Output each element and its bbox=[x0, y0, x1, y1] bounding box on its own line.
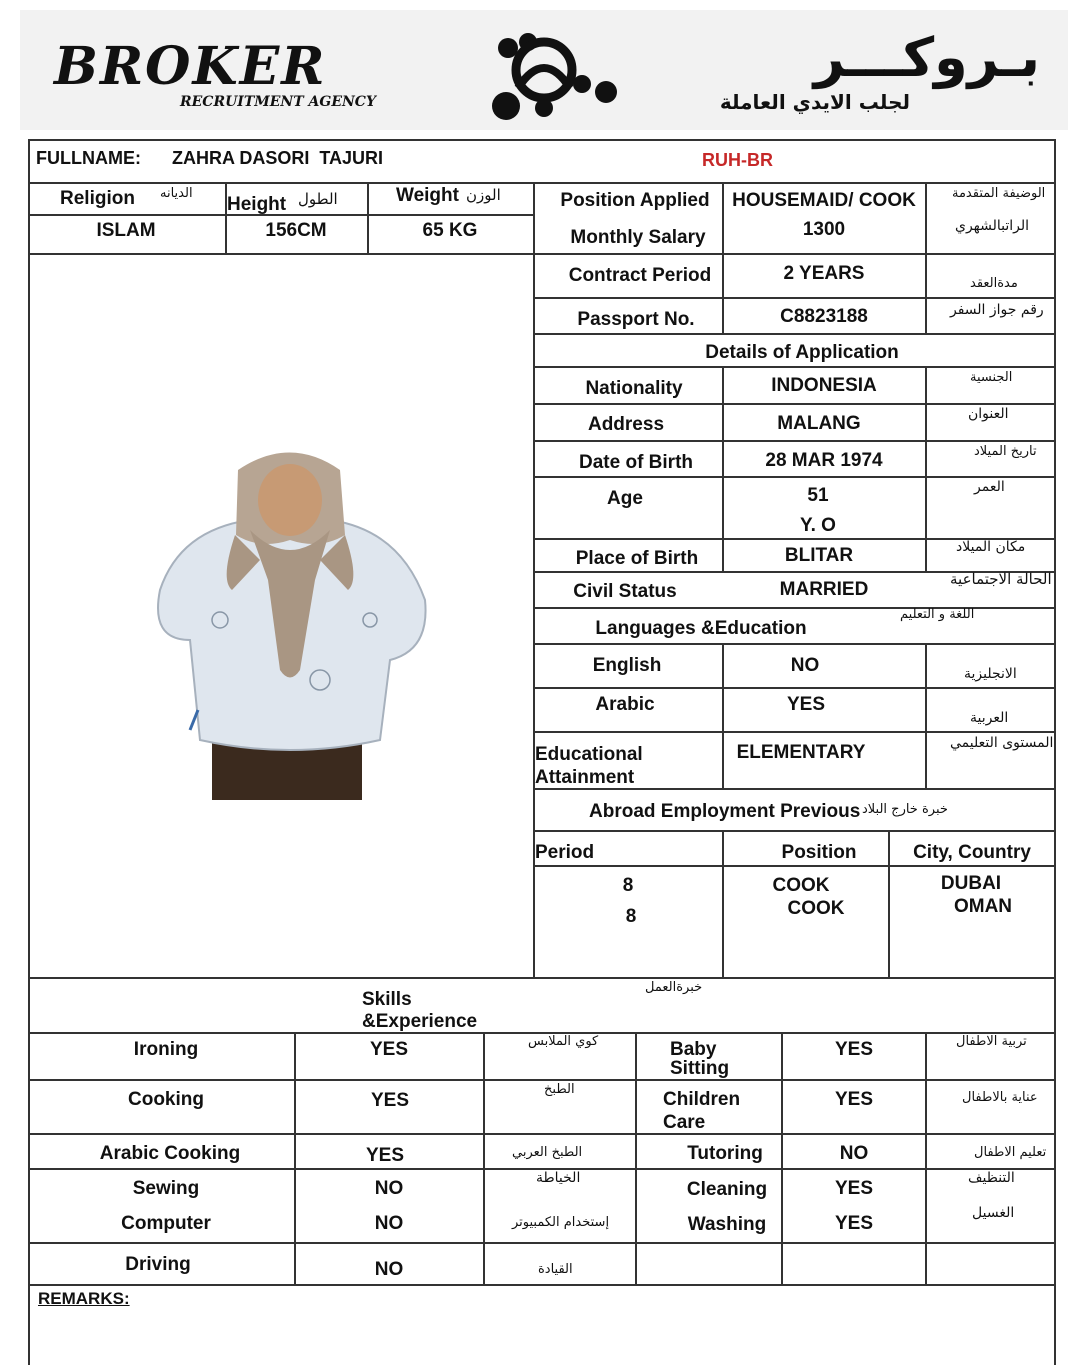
skill-value: YES bbox=[369, 1039, 409, 1060]
skill-label-ar: الطبخ العربي bbox=[512, 1145, 583, 1160]
weight-label: Weight bbox=[396, 185, 459, 206]
height-label: Height bbox=[227, 194, 287, 215]
skill-label: Sitting bbox=[670, 1058, 730, 1079]
skill-value: NO bbox=[374, 1178, 404, 1199]
fullname-label: FULLNAME: bbox=[36, 148, 141, 168]
nationality-label: Nationality bbox=[585, 378, 683, 399]
abroad-position: COOK bbox=[772, 875, 830, 896]
age-value: 51 bbox=[807, 485, 829, 506]
abroad-city: OMAN bbox=[953, 896, 1013, 917]
abroad-period: 8 bbox=[622, 875, 634, 896]
position-label: Position Applied bbox=[560, 190, 710, 211]
skill-label-ar: تربية الاطفال bbox=[956, 1034, 1027, 1049]
address-label: Address bbox=[587, 414, 665, 435]
skill-label-ar: تعليم الاطفال bbox=[974, 1145, 1047, 1160]
arabic-label-ar: العربية bbox=[970, 710, 1009, 726]
education-label-ar: المستوى التعليمي bbox=[950, 735, 1054, 751]
weight-label-ar: الوزن bbox=[466, 186, 501, 204]
reference-code: RUH-BR bbox=[702, 150, 773, 170]
dob-label-ar: تاريخ الميلاد bbox=[974, 444, 1037, 459]
abroad-header-city: City, Country bbox=[913, 842, 1031, 863]
languages-section-title: Languages &Education bbox=[595, 618, 807, 639]
age-label: Age bbox=[607, 488, 643, 509]
skill-value: YES bbox=[834, 1178, 874, 1199]
passport-label: Passport No. bbox=[577, 309, 695, 330]
dob-value: 28 MAR 1974 bbox=[765, 450, 883, 471]
contract-label-ar: مدةالعقد bbox=[970, 276, 1018, 291]
arabic-label: Arabic bbox=[595, 694, 655, 715]
skills-title-line1: Skills bbox=[362, 989, 412, 1010]
salary-label: Monthly Salary bbox=[570, 227, 706, 248]
skill-label-ar: الغسيل bbox=[972, 1205, 1015, 1221]
pob-label: Place of Birth bbox=[575, 548, 699, 569]
skill-label: Computer bbox=[121, 1213, 211, 1234]
languages-section-title-ar: اللغة و التعليم bbox=[900, 607, 975, 622]
contract-value: 2 YEARS bbox=[783, 263, 865, 284]
height-label-ar: الطول bbox=[298, 190, 338, 208]
english-label: English bbox=[592, 655, 662, 676]
civil-status-label: Civil Status bbox=[573, 581, 677, 602]
religion-value: ISLAM bbox=[96, 220, 156, 241]
pob-value: BLITAR bbox=[784, 545, 854, 566]
skill-label-ar: الخياطة bbox=[536, 1170, 581, 1186]
skill-label: Tutoring bbox=[687, 1143, 763, 1164]
education-value: ELEMENTARY bbox=[736, 742, 866, 763]
skill-label: Washing bbox=[687, 1214, 767, 1235]
salary-value: 1300 bbox=[802, 219, 846, 240]
dob-label: Date of Birth bbox=[579, 452, 693, 473]
skill-label: Sewing bbox=[132, 1178, 200, 1199]
education-label-line1: Educational bbox=[535, 744, 643, 765]
skill-label-ar: الطبخ bbox=[544, 1082, 575, 1097]
skill-label-ar: إستخدام الكمبيوتر bbox=[512, 1215, 610, 1230]
skill-value: YES bbox=[834, 1039, 874, 1060]
brand-name-en: BROKER bbox=[54, 36, 327, 97]
civil-status-value: MARRIED bbox=[779, 579, 869, 600]
weight-value: 65 KG bbox=[422, 220, 478, 241]
arabic-value: YES bbox=[786, 694, 826, 715]
skill-value: NO bbox=[839, 1143, 869, 1164]
height-value: 156CM bbox=[265, 220, 327, 241]
english-label-ar: الانجليزية bbox=[964, 666, 1017, 682]
skill-label: Care bbox=[663, 1112, 706, 1133]
abroad-header-period: Period bbox=[535, 842, 595, 863]
brand-tagline-en: RECRUITMENT AGENCY bbox=[180, 94, 376, 110]
nationality-value: INDONESIA bbox=[771, 375, 877, 396]
skill-value: YES bbox=[834, 1089, 874, 1110]
skill-label: Cleaning bbox=[686, 1179, 768, 1200]
english-value: NO bbox=[790, 655, 820, 676]
skill-value: YES bbox=[834, 1213, 874, 1234]
letterhead bbox=[20, 10, 1068, 130]
skill-label-ar: التنظيف bbox=[968, 1170, 1015, 1186]
civil-status-label-ar: الحالة الاجتماعية bbox=[950, 570, 1052, 588]
skill-label: Cooking bbox=[128, 1089, 204, 1110]
skill-label-ar: عناية بالاطفال bbox=[962, 1090, 1038, 1105]
skills-title-line2: &Experience bbox=[362, 1011, 478, 1032]
skills-title-ar: خبرةالعمل bbox=[645, 980, 703, 995]
contract-label: Contract Period bbox=[568, 265, 712, 286]
details-section-title: Details of Application bbox=[705, 342, 899, 363]
position-label-ar: الوضيفة المتقدمة bbox=[952, 186, 1046, 201]
nationality-label-ar: الجنسية bbox=[970, 370, 1013, 385]
abroad-section-title-ar: خبرة خارج البلاد bbox=[862, 802, 948, 817]
logo-icon bbox=[478, 28, 618, 128]
skill-value: NO bbox=[374, 1213, 404, 1234]
applicant-photo bbox=[140, 440, 440, 800]
age-label-ar: العمر bbox=[974, 479, 1005, 495]
skill-label-ar: القيادة bbox=[538, 1262, 573, 1277]
skill-label: Children bbox=[663, 1089, 741, 1110]
skill-label: Arabic Cooking bbox=[99, 1143, 241, 1164]
skill-label: Baby bbox=[670, 1039, 717, 1060]
abroad-header-position: Position bbox=[781, 842, 857, 863]
religion-label: Religion bbox=[60, 188, 135, 209]
skill-label-ar: كوي الملابس bbox=[528, 1034, 599, 1049]
passport-value: C8823188 bbox=[780, 306, 868, 327]
salary-label-ar: الراتبالشهري bbox=[955, 218, 1030, 234]
fullname-value: ZAHRA DASORI TAJURI bbox=[172, 148, 383, 168]
skill-value: YES bbox=[370, 1090, 410, 1111]
abroad-position: COOK bbox=[787, 898, 845, 919]
abroad-period: 8 bbox=[625, 906, 637, 927]
skill-label: Driving bbox=[125, 1254, 191, 1275]
religion-label-ar: الديانه bbox=[160, 186, 193, 201]
address-label-ar: العنوان bbox=[968, 406, 1009, 422]
brand-tagline-ar: لجلب الايدي العاملة bbox=[719, 90, 910, 114]
position-value: HOUSEMAID/ COOK bbox=[732, 190, 916, 211]
skill-value: NO bbox=[374, 1259, 404, 1280]
education-label-line2: Attainment bbox=[535, 767, 635, 788]
pob-label-ar: مكان الميلاد bbox=[956, 539, 1026, 555]
abroad-city: DUBAI bbox=[940, 873, 1002, 894]
age-unit: Y. O bbox=[800, 515, 836, 536]
skill-value: YES bbox=[365, 1145, 405, 1166]
skill-label: Ironing bbox=[133, 1039, 199, 1060]
abroad-section-title: Abroad Employment Previous bbox=[589, 801, 861, 822]
passport-label-ar: رقم جواز السفر bbox=[950, 302, 1044, 318]
brand-name-ar: بـروكـــر bbox=[813, 26, 1040, 89]
address-value: MALANG bbox=[777, 413, 861, 434]
remarks-label: REMARKS: bbox=[38, 1289, 130, 1308]
